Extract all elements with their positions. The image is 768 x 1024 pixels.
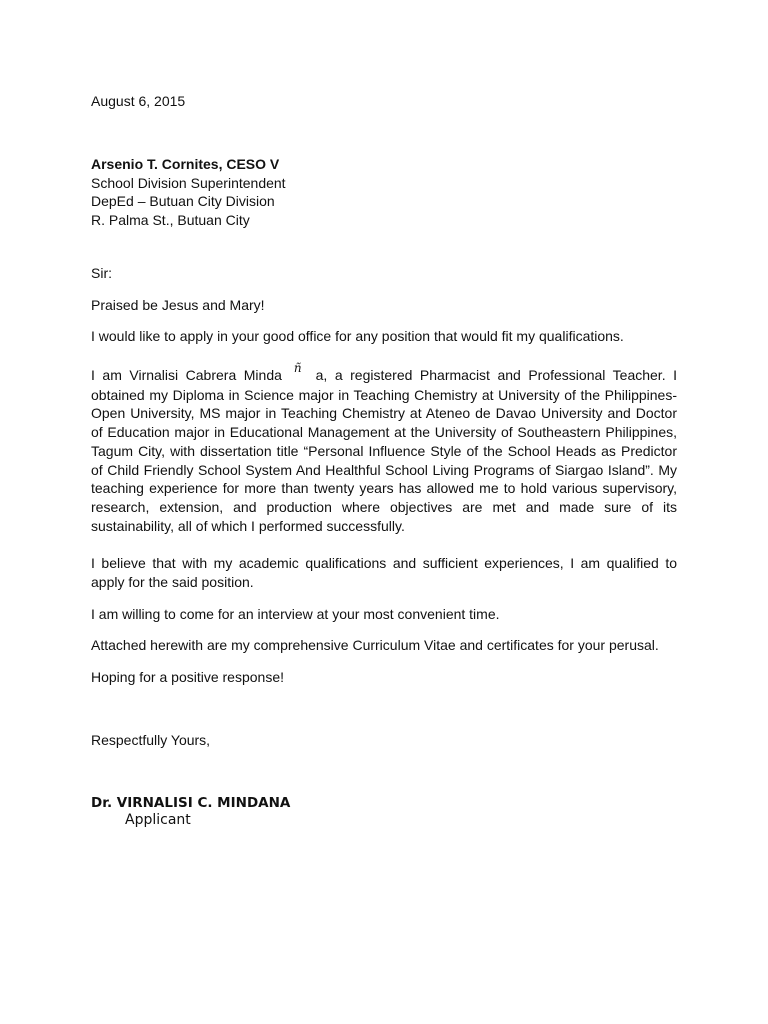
belief-paragraph: I believe that with my academic qualifications and sufficient experiences, I am qualified to apply for the said position.: [91, 555, 677, 590]
attachments-paragraph: Attached herewith are my comprehensive Curriculum Vitae and certificates for your perusal.: [91, 637, 659, 653]
recipient-address: R. Palma St., Butuan City: [91, 211, 250, 228]
qualifications-paragraph: [91, 361, 677, 535]
interview-paragraph: I am willing to come for an interview at your most convenient time.: [91, 606, 500, 622]
intro-paragraph: I would like to apply in your good office for any position that would fit my qualifications.: [91, 328, 624, 344]
greeting-line: Praised be Jesus and Mary!: [91, 297, 265, 313]
qualifications-rest: a, a registered Pharmacist and Professional Teacher. I obtained my Diploma in Science major in Teaching Chemistry at University of the Philippines-Open University, MS major in Teaching Chemistry at Ateneo de Davao University and Doctor of Education major in Educational Management at the University of Southeastern Philippines, Tagum City, with dissertation title “Personal Influence Style of the School Heads as Predictor of Child Friendly School System And Healthful School Living Programs of Siargao Island”. My teaching experience for more than twenty years has allowed me to hold various supervisory, research, extension, and production where objectives are met and made sure of its sustainability, all of which I performed successfully.: [91, 367, 677, 534]
qualifications-lead: I am Virnalisi Cabrera Minda: [91, 367, 282, 383]
recipient-organization: DepEd – Butuan City Division: [91, 193, 275, 209]
tilde-glyph: ñ: [293, 361, 302, 375]
recipient-name: Arsenio T. Cornites, CESO V: [91, 156, 280, 172]
hope-paragraph: Hoping for a positive response!: [91, 669, 284, 685]
signatory-title: Applicant: [125, 812, 191, 828]
letter-date: August 6, 2015: [91, 93, 186, 109]
recipient-title: School Division Superintendent: [91, 174, 286, 191]
salutation: Sir:: [91, 265, 112, 281]
closing-line: Respectfully Yours,: [91, 732, 211, 748]
recipient-block: [91, 155, 286, 229]
signatory-name: Dr. VIRNALISI C. MINDANA: [91, 795, 291, 811]
